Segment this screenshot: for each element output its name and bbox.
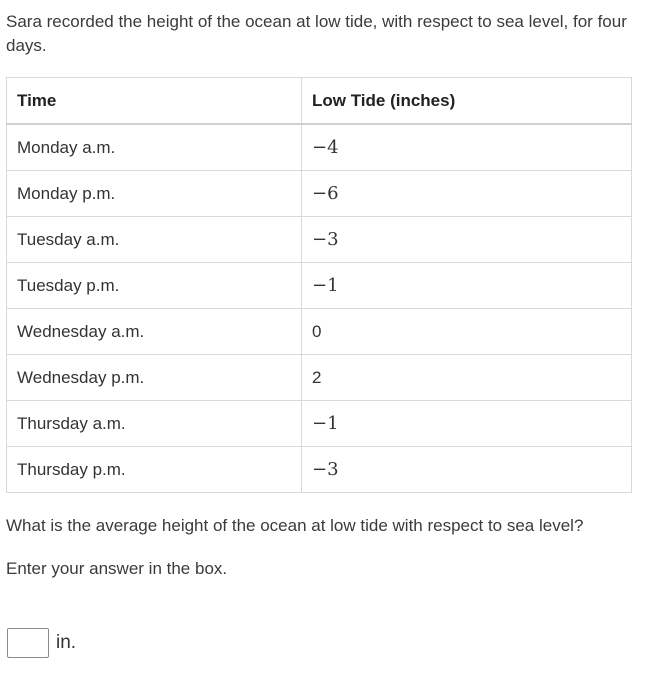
low-tide-cell: −3 [302, 217, 632, 263]
question-text: What is the average height of the ocean at low tide with respect to sea level? [6, 516, 584, 535]
column-header-low-tide: Low Tide (inches) [302, 78, 632, 125]
table-row [7, 217, 632, 263]
time-cell: Wednesday a.m. [7, 309, 302, 355]
time-cell: Monday a.m. [7, 124, 302, 171]
table-row [7, 309, 632, 355]
table-row [7, 263, 632, 309]
table-row [7, 401, 632, 447]
low-tide-cell: 0 [302, 309, 632, 355]
table-row [7, 171, 632, 217]
table-header-row [7, 78, 632, 125]
low-tide-cell: −6 [302, 171, 632, 217]
low-tide-cell: −4 [302, 124, 632, 171]
table-row [7, 355, 632, 401]
time-cell: Thursday p.m. [7, 447, 302, 493]
table-row [7, 447, 632, 493]
low-tide-cell: 2 [302, 355, 632, 401]
time-cell: Thursday a.m. [7, 401, 302, 447]
table-row [7, 124, 632, 171]
low-tide-cell: −3 [302, 447, 632, 493]
instruction-text: Enter your answer in the box. [6, 559, 228, 578]
time-cell: Tuesday a.m. [7, 217, 302, 263]
answer-unit: in. [56, 632, 77, 653]
time-cell: Tuesday p.m. [7, 263, 302, 309]
problem-intro: Sara recorded the height of the ocean at low tide, with respect to sea level, for four days. [6, 12, 627, 55]
low-tide-cell: −1 [302, 263, 632, 309]
time-cell: Monday p.m. [7, 171, 302, 217]
low-tide-table [6, 77, 632, 493]
low-tide-cell: −1 [302, 401, 632, 447]
answer-input[interactable] [7, 628, 49, 658]
time-cell: Wednesday p.m. [7, 355, 302, 401]
answer-row [7, 628, 76, 658]
column-header-time: Time [7, 78, 302, 125]
